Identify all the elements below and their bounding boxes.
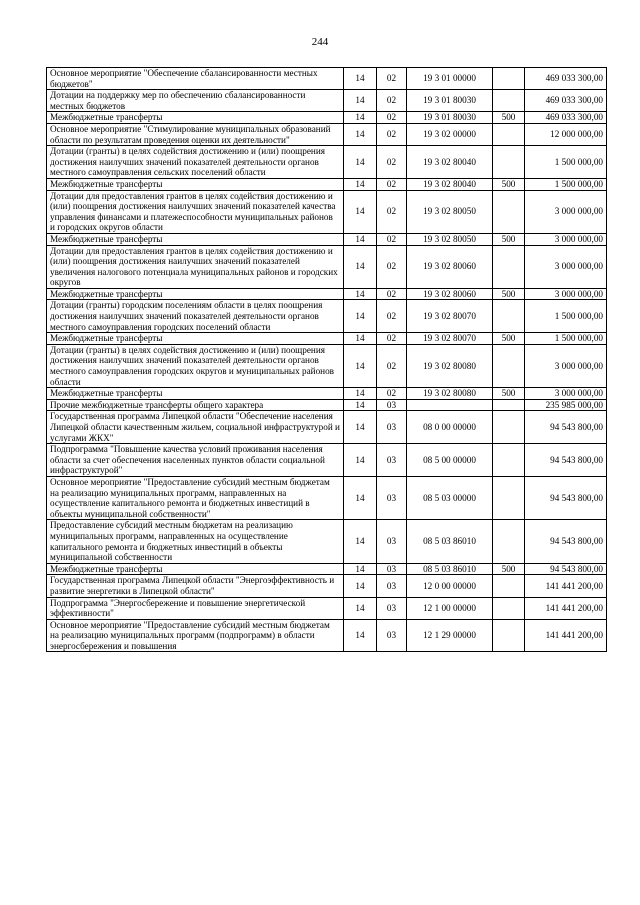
target-code-cell: 19 3 02 80070 [407,300,493,333]
amount-cell: 1 500 000,00 [525,300,607,333]
target-code-cell: 19 3 01 00000 [407,68,493,90]
amount-cell: 469 033 300,00 [525,90,607,112]
target-code-cell: 19 3 01 80030 [407,90,493,112]
amount-cell: 94 543 800,00 [525,563,607,575]
table-row [47,575,607,597]
amount-cell: 469 033 300,00 [525,112,607,124]
expense-type-cell: 500 [493,288,525,300]
row-name-cell: Основное мероприятие "Предоставление субсидий местным бюджетам на реализацию муниципальных программ, направленных на осуществление капитального ремонта и бюджетных инвестиций в объекты муниципальной собственности" [47,476,344,519]
row-name-cell: Прочие межбюджетные трансферты общего характера [47,399,344,411]
target-code-cell: 19 3 02 80080 [407,344,493,387]
amount-cell: 3 000 000,00 [525,190,607,233]
expense-type-cell [493,575,525,597]
table-row [47,520,607,563]
budget-table-body [47,68,607,652]
target-code-cell: 19 3 01 80030 [407,112,493,124]
amount-cell: 3 000 000,00 [525,233,607,245]
section-cell: 14 [344,68,377,90]
amount-cell: 3 000 000,00 [525,344,607,387]
subsection-cell: 03 [377,476,407,519]
row-name-cell: Государственная программа Липецкой области "Обеспечение населения Липецкой области качественным жильем, социальной инфраструктурой и услугами ЖКХ" [47,411,344,444]
subsection-cell: 03 [377,563,407,575]
row-name-cell: Основное мероприятие "Предоставление субсидий местным бюджетам на реализацию муниципальных программ (подпрограмм) в области энергосбережения и повышения [47,619,344,652]
subsection-cell: 03 [377,597,407,619]
table-row [47,333,607,345]
table-row [47,288,607,300]
subsection-cell: 02 [377,123,407,145]
amount-cell: 94 543 800,00 [525,411,607,444]
amount-cell: 3 000 000,00 [525,388,607,400]
subsection-cell: 02 [377,68,407,90]
amount-cell: 141 441 200,00 [525,575,607,597]
table-row [47,444,607,477]
row-name-cell: Дотации (гранты) городским поселениям области в целях поощрения достижения наилучших значений показателей деятельности органов местного самоуправления городских поселений области [47,300,344,333]
expense-type-cell [493,146,525,179]
expense-type-cell: 500 [493,333,525,345]
amount-cell: 94 543 800,00 [525,520,607,563]
row-name-cell: Межбюджетные трансферты [47,563,344,575]
table-row [47,90,607,112]
section-cell: 14 [344,288,377,300]
section-cell: 14 [344,190,377,233]
expense-type-cell [493,245,525,288]
budget-table [46,67,607,652]
expense-type-cell: 500 [493,233,525,245]
target-code-cell: 19 3 02 00000 [407,123,493,145]
target-code-cell: 08 5 03 86010 [407,563,493,575]
table-row [47,123,607,145]
table-row [47,399,607,411]
row-name-cell: Межбюджетные трансферты [47,233,344,245]
section-cell: 14 [344,388,377,400]
expense-type-cell [493,399,525,411]
subsection-cell: 02 [377,333,407,345]
target-code-cell: 19 3 02 80060 [407,288,493,300]
table-row [47,146,607,179]
target-code-cell: 19 3 02 80050 [407,233,493,245]
target-code-cell: 08 0 00 00000 [407,411,493,444]
expense-type-cell [493,411,525,444]
subsection-cell: 02 [377,146,407,179]
expense-type-cell [493,90,525,112]
row-name-cell: Основное мероприятие "Обеспечение сбалансированности местных бюджетов" [47,68,344,90]
subsection-cell: 02 [377,388,407,400]
target-code-cell: 08 5 00 00000 [407,444,493,477]
section-cell: 14 [344,245,377,288]
expense-type-cell [493,444,525,477]
row-name-cell: Основное мероприятие "Стимулирование муниципальных образований области по результатам проведения оценки их деятельности" [47,123,344,145]
table-row [47,563,607,575]
amount-cell: 1 500 000,00 [525,146,607,179]
target-code-cell: 12 1 00 00000 [407,597,493,619]
row-name-cell: Межбюджетные трансферты [47,178,344,190]
subsection-cell: 02 [377,233,407,245]
section-cell: 14 [344,520,377,563]
target-code-cell [407,399,493,411]
subsection-cell: 03 [377,619,407,652]
expense-type-cell [493,190,525,233]
section-cell: 14 [344,123,377,145]
subsection-cell: 02 [377,300,407,333]
section-cell: 14 [344,444,377,477]
section-cell: 14 [344,476,377,519]
table-row [47,178,607,190]
section-cell: 14 [344,178,377,190]
table-row [47,68,607,90]
amount-cell: 141 441 200,00 [525,619,607,652]
amount-cell: 469 033 300,00 [525,68,607,90]
subsection-cell: 03 [377,444,407,477]
section-cell: 14 [344,575,377,597]
amount-cell: 94 543 800,00 [525,476,607,519]
subsection-cell: 03 [377,399,407,411]
subsection-cell: 03 [377,520,407,563]
section-cell: 14 [344,411,377,444]
target-code-cell: 19 3 02 80050 [407,190,493,233]
table-row [47,476,607,519]
section-cell: 14 [344,90,377,112]
subsection-cell: 03 [377,575,407,597]
target-code-cell: 19 3 02 80080 [407,388,493,400]
section-cell: 14 [344,399,377,411]
row-name-cell: Предоставление субсидий местным бюджетам на реализацию муниципальных программ, направленных на осуществление капитального ремонта и бюджетных инвестиций в объекты муниципальной собственности [47,520,344,563]
row-name-cell: Дотации (гранты) в целях содействия достижению и (или) поощрения достижения наилучших значений показателей деятельности органов местного самоуправления городских округов и муниципальных районов области [47,344,344,387]
expense-type-cell [493,476,525,519]
amount-cell: 235 985 000,00 [525,399,607,411]
section-cell: 14 [344,563,377,575]
table-row [47,233,607,245]
expense-type-cell [493,68,525,90]
row-name-cell: Подпрограмма "Энергосбережение и повышение энергетической эффективности" [47,597,344,619]
amount-cell: 1 500 000,00 [525,333,607,345]
section-cell: 14 [344,112,377,124]
expense-type-cell [493,619,525,652]
amount-cell: 94 543 800,00 [525,444,607,477]
row-name-cell: Дотации на поддержку мер по обеспечению сбалансированности местных бюджетов [47,90,344,112]
row-name-cell: Межбюджетные трансферты [47,388,344,400]
table-row [47,300,607,333]
row-name-cell: Государственная программа Липецкой области "Энергоэффективность и развитие энергетики в Липецкой области" [47,575,344,597]
row-name-cell: Межбюджетные трансферты [47,288,344,300]
row-name-cell: Межбюджетные трансферты [47,112,344,124]
expense-type-cell [493,300,525,333]
amount-cell: 3 000 000,00 [525,245,607,288]
expense-type-cell [493,123,525,145]
subsection-cell: 03 [377,411,407,444]
amount-cell: 1 500 000,00 [525,178,607,190]
subsection-cell: 02 [377,288,407,300]
target-code-cell: 19 3 02 80040 [407,178,493,190]
expense-type-cell [493,344,525,387]
section-cell: 14 [344,333,377,345]
target-code-cell: 19 3 02 80060 [407,245,493,288]
amount-cell: 12 000 000,00 [525,123,607,145]
row-name-cell: Подпрограмма "Повышение качества условий проживания населения области за счет обеспечения населенных пунктов области социальной инфраструктурой" [47,444,344,477]
target-code-cell: 08 5 03 86010 [407,520,493,563]
table-row [47,190,607,233]
table-row [47,112,607,124]
target-code-cell: 08 5 03 00000 [407,476,493,519]
section-cell: 14 [344,300,377,333]
subsection-cell: 02 [377,90,407,112]
section-cell: 14 [344,146,377,179]
target-code-cell: 19 3 02 80040 [407,146,493,179]
row-name-cell: Дотации (гранты) в целях содействия достижению и (или) поощрения достижения наилучших значений показателей деятельности органов местного самоуправления сельских поселений области [47,146,344,179]
subsection-cell: 02 [377,178,407,190]
expense-type-cell: 500 [493,178,525,190]
table-row [47,411,607,444]
expense-type-cell [493,520,525,563]
table-row [47,344,607,387]
target-code-cell: 19 3 02 80070 [407,333,493,345]
page-number: 244 [311,36,329,48]
subsection-cell: 02 [377,190,407,233]
expense-type-cell: 500 [493,388,525,400]
subsection-cell: 02 [377,344,407,387]
row-name-cell: Дотации для предоставления грантов в целях содействия достижению и (или) поощрения достижения наилучших значений показателей качества управления финансами и платежеспособности муниципальных районов и городских округов области [47,190,344,233]
expense-type-cell: 500 [493,563,525,575]
table-row [47,388,607,400]
amount-cell: 3 000 000,00 [525,288,607,300]
section-cell: 14 [344,597,377,619]
target-code-cell: 12 1 29 00000 [407,619,493,652]
target-code-cell: 12 0 00 00000 [407,575,493,597]
table-row [47,245,607,288]
subsection-cell: 02 [377,112,407,124]
row-name-cell: Дотации для предоставления грантов в целях содействия достижению и (или) поощрения достижения наилучших значений показателей увеличения налогового потенциала муниципальных районов и городских округов [47,245,344,288]
table-row [47,597,607,619]
subsection-cell: 02 [377,245,407,288]
section-cell: 14 [344,233,377,245]
expense-type-cell [493,597,525,619]
row-name-cell: Межбюджетные трансферты [47,333,344,345]
amount-cell: 141 441 200,00 [525,597,607,619]
table-row [47,619,607,652]
expense-type-cell: 500 [493,112,525,124]
section-cell: 14 [344,619,377,652]
section-cell: 14 [344,344,377,387]
